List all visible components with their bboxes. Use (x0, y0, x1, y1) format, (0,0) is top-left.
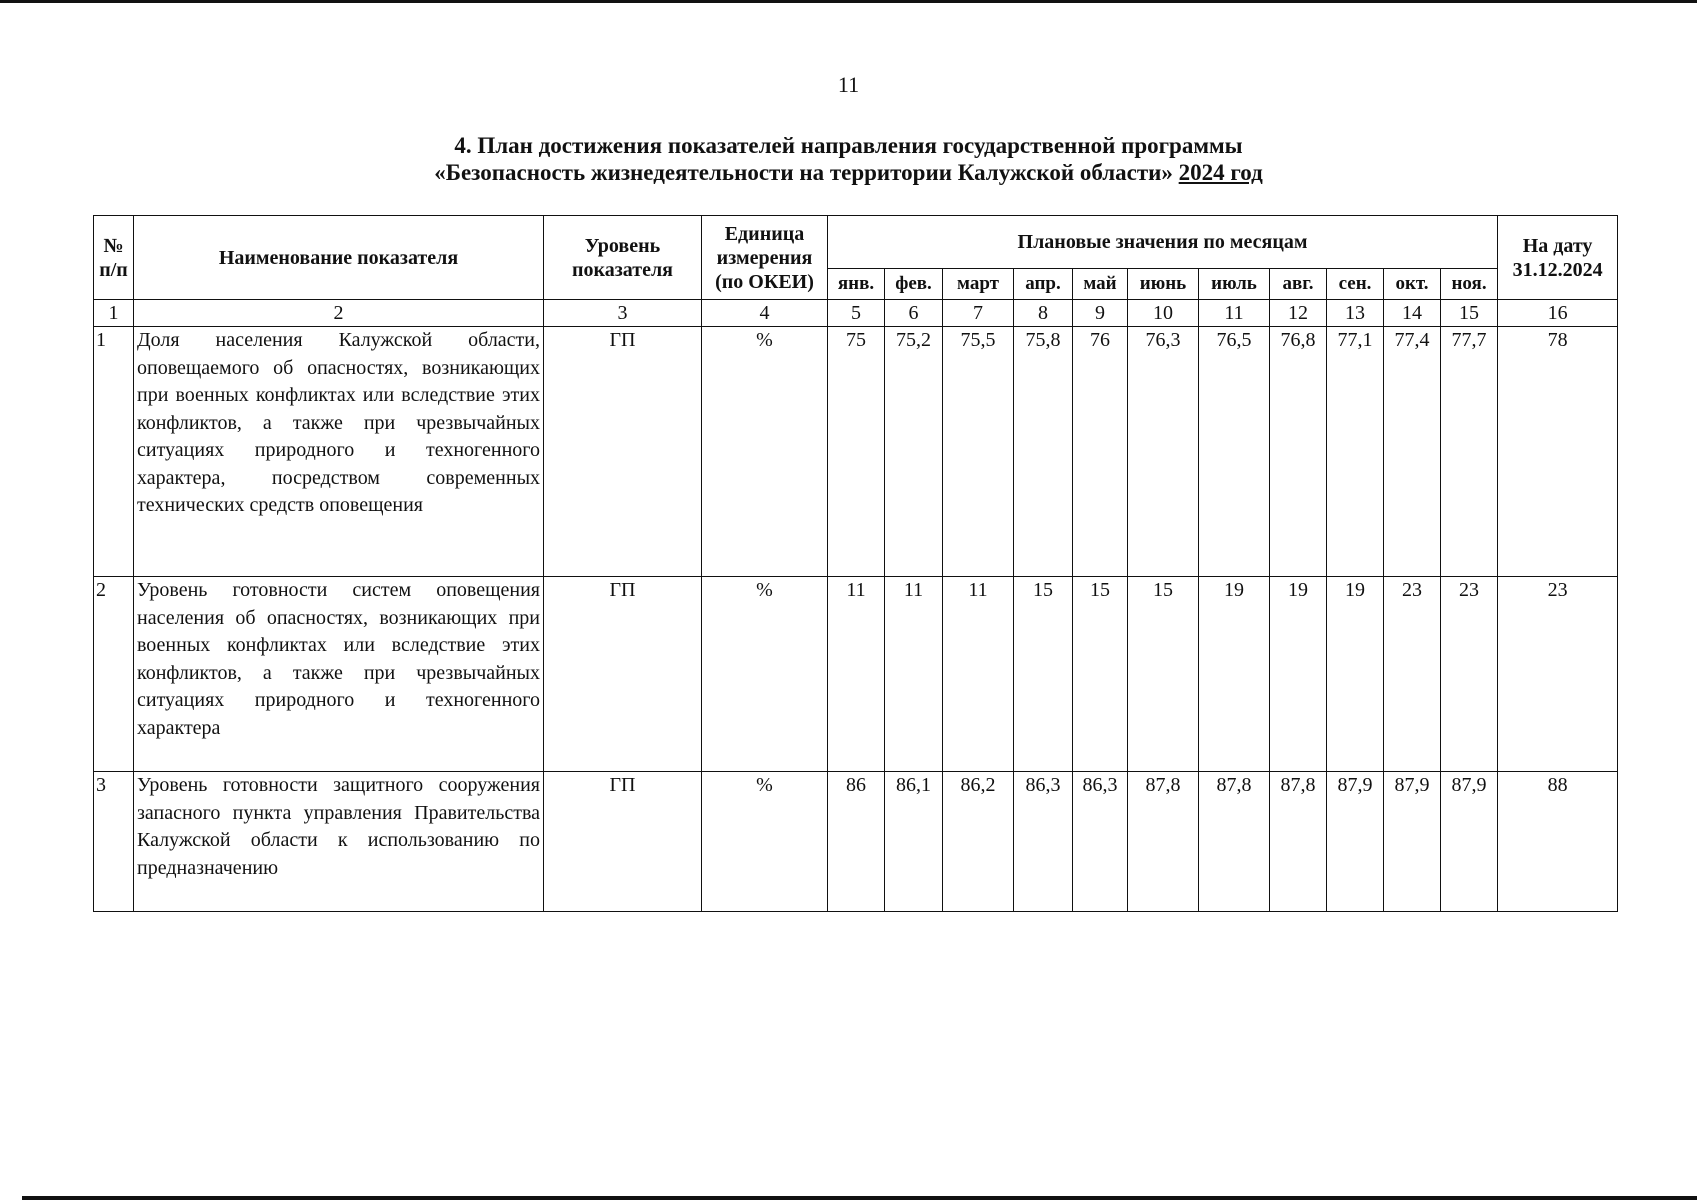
monthly-value: 75,2 (885, 327, 943, 577)
bottom-border-rule (22, 1196, 1697, 1200)
column-number: 16 (1498, 300, 1618, 327)
monthly-value: 76 (1073, 327, 1128, 577)
monthly-value: 76,8 (1270, 327, 1327, 577)
column-number: 3 (544, 300, 702, 327)
indicator-unit: % (702, 327, 828, 577)
title-program-name: «Безопасность жизнедеятельности на территории Калужской области» (434, 160, 1173, 185)
header-unit: Единица измерения (по ОКЕИ) (702, 216, 828, 300)
indicator-unit: % (702, 577, 828, 772)
final-value: 88 (1498, 772, 1618, 912)
indicator-name: Уровень готовности систем оповещения населения об опасностях, возникающих при военных конфликтах или вследствие этих конфликтов, а также при чрезвычайных ситуациях природного и техногенного характера (134, 577, 544, 772)
monthly-value: 15 (1073, 577, 1128, 772)
column-number: 2 (134, 300, 544, 327)
title-year: 2024 год (1178, 160, 1263, 185)
monthly-value: 86,2 (943, 772, 1014, 912)
monthly-value: 76,5 (1199, 327, 1270, 577)
header-month: май (1073, 269, 1128, 300)
column-number: 10 (1128, 300, 1199, 327)
monthly-value: 87,9 (1327, 772, 1384, 912)
monthly-value: 77,4 (1384, 327, 1441, 577)
column-number: 14 (1384, 300, 1441, 327)
column-number: 6 (885, 300, 943, 327)
header-row-main (94, 216, 1618, 269)
column-number: 1 (94, 300, 134, 327)
header-month: авг. (1270, 269, 1327, 300)
monthly-value: 87,9 (1384, 772, 1441, 912)
row-number: 1 (94, 327, 134, 577)
header-indicator-name: Наименование показателя (134, 216, 544, 300)
monthly-value: 75,5 (943, 327, 1014, 577)
monthly-value: 86 (828, 772, 885, 912)
monthly-value: 19 (1199, 577, 1270, 772)
document-title (0, 132, 1697, 186)
monthly-value: 86,3 (1073, 772, 1128, 912)
monthly-value: 75 (828, 327, 885, 577)
monthly-value: 19 (1327, 577, 1384, 772)
column-number: 12 (1270, 300, 1327, 327)
header-month: янв. (828, 269, 885, 300)
final-value: 23 (1498, 577, 1618, 772)
row-number: 3 (94, 772, 134, 912)
monthly-value: 87,9 (1441, 772, 1498, 912)
header-final-date: На дату 31.12.2024 (1498, 216, 1618, 300)
title-line-2 (0, 159, 1697, 186)
final-value: 78 (1498, 327, 1618, 577)
indicator-level: ГП (544, 327, 702, 577)
table-row-1 (94, 327, 1618, 577)
indicator-level: ГП (544, 577, 702, 772)
monthly-value: 86,1 (885, 772, 943, 912)
column-number: 7 (943, 300, 1014, 327)
header-month: окт. (1384, 269, 1441, 300)
monthly-value: 23 (1441, 577, 1498, 772)
column-number: 15 (1441, 300, 1498, 327)
column-numbers-row (94, 300, 1618, 327)
table-row-2 (94, 577, 1618, 772)
column-number: 8 (1014, 300, 1073, 327)
monthly-value: 11 (885, 577, 943, 772)
column-number: 9 (1073, 300, 1128, 327)
indicator-level: ГП (544, 772, 702, 912)
column-number: 4 (702, 300, 828, 327)
column-number: 5 (828, 300, 885, 327)
column-number: 11 (1199, 300, 1270, 327)
monthly-value: 15 (1128, 577, 1199, 772)
monthly-value: 19 (1270, 577, 1327, 772)
indicator-name: Доля населения Калужской области, оповещаемого об опасностях, возникающих при военных конфликтах или вследствие этих конфликтов, а также при чрезвычайных ситуациях природного и техногенного характера, посредством современных технических средств оповещения (134, 327, 544, 577)
header-month: сен. (1327, 269, 1384, 300)
monthly-value: 77,1 (1327, 327, 1384, 577)
monthly-value: 15 (1014, 577, 1073, 772)
header-month: ноя. (1441, 269, 1498, 300)
monthly-value: 86,3 (1014, 772, 1073, 912)
indicators-plan-table (93, 215, 1618, 912)
monthly-value: 11 (828, 577, 885, 772)
header-month: апр. (1014, 269, 1073, 300)
indicator-unit: % (702, 772, 828, 912)
title-line-1: 4. План достижения показателей направления государственной программы (454, 133, 1243, 158)
header-month: фев. (885, 269, 943, 300)
monthly-value: 87,8 (1128, 772, 1199, 912)
monthly-value: 23 (1384, 577, 1441, 772)
header-num: № п/п (94, 216, 134, 300)
table-row-3 (94, 772, 1618, 912)
header-month: июнь (1128, 269, 1199, 300)
row-number: 2 (94, 577, 134, 772)
header-month: март (943, 269, 1014, 300)
header-month: июль (1199, 269, 1270, 300)
monthly-value: 75,8 (1014, 327, 1073, 577)
monthly-value: 87,8 (1199, 772, 1270, 912)
indicator-name: Уровень готовности защитного сооружения запасного пункта управления Правительства Калужской области к использованию по предназначению (134, 772, 544, 912)
top-border-rule (0, 0, 1697, 3)
monthly-value: 77,7 (1441, 327, 1498, 577)
column-number: 13 (1327, 300, 1384, 327)
page-number: 11 (837, 72, 860, 97)
header-indicator-level: Уровень показателя (544, 216, 702, 300)
monthly-value: 11 (943, 577, 1014, 772)
header-monthly-values: Плановые значения по месяцам (828, 216, 1498, 269)
monthly-value: 87,8 (1270, 772, 1327, 912)
monthly-value: 76,3 (1128, 327, 1199, 577)
